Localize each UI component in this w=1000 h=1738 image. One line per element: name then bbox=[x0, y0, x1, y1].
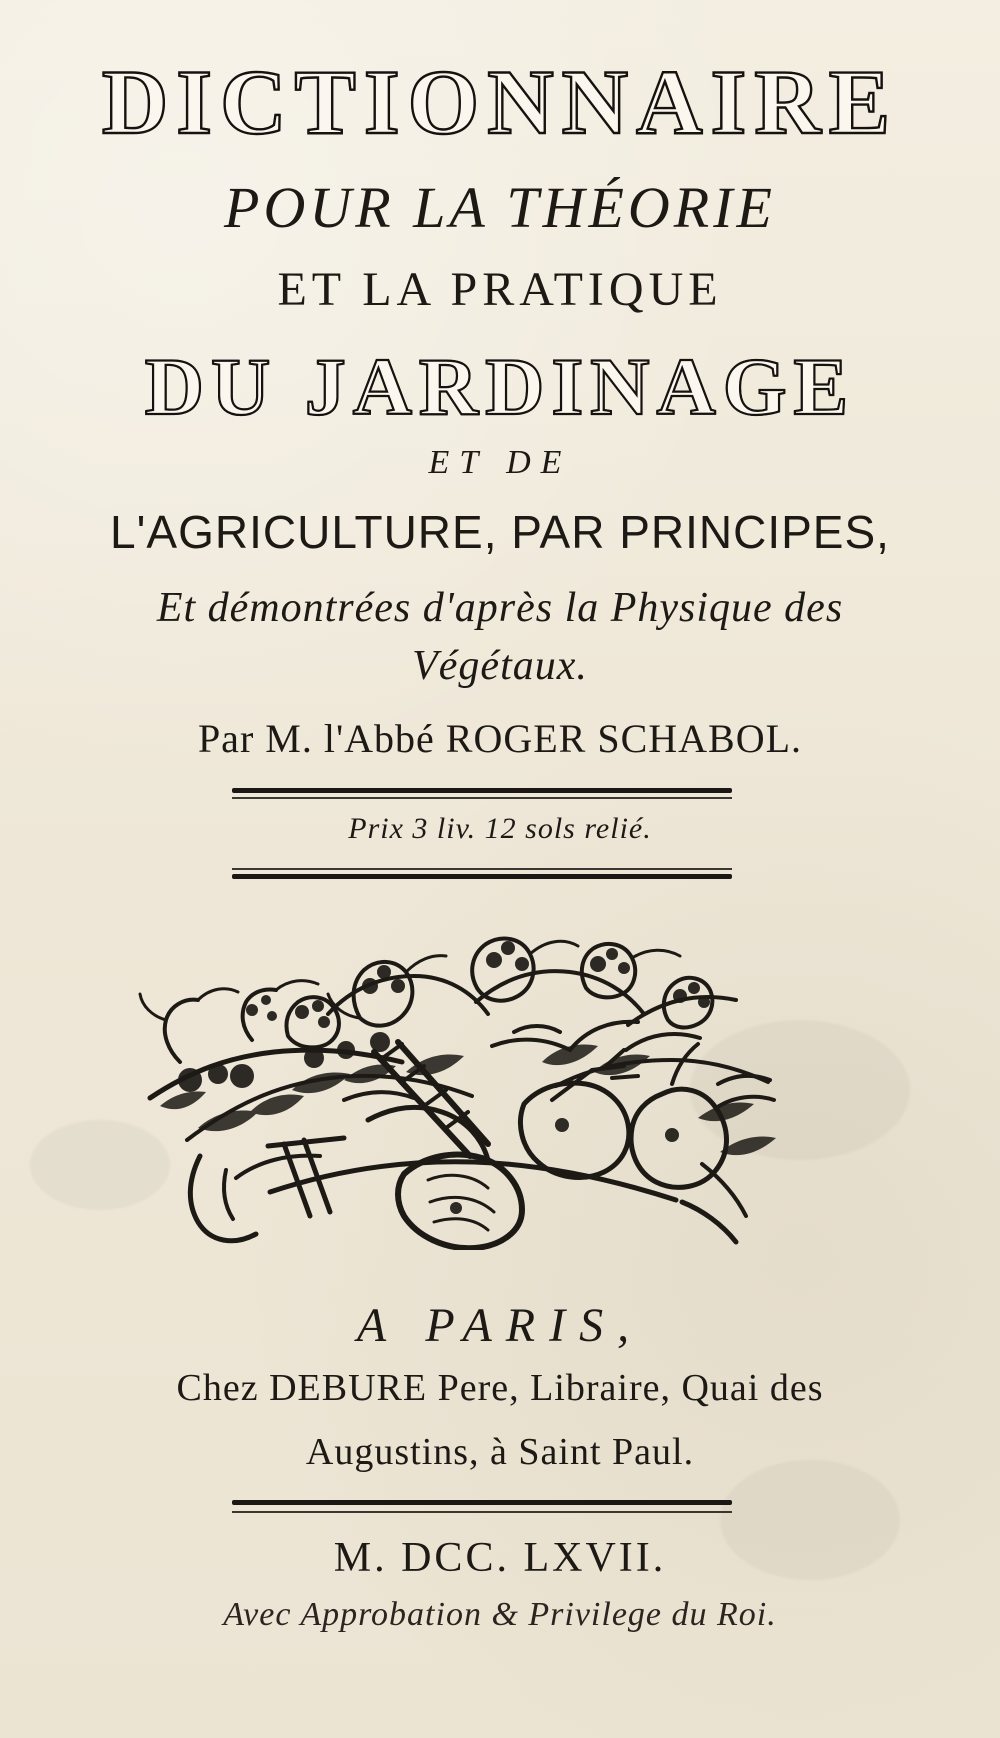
title-line-6: L'AGRICULTURE, PAR PRINCIPES, bbox=[110, 506, 890, 558]
subtitle-line-1: Et démontrées d'après la Physique des bbox=[156, 585, 844, 631]
rule-thick bbox=[232, 788, 732, 793]
title-line-4: DU JARDINAGE bbox=[144, 341, 856, 432]
rule-thin bbox=[232, 868, 732, 870]
garden-tools-floral-vignette-icon bbox=[132, 930, 782, 1250]
author-line: Par M. l'Abbé ROGER SCHABOL. bbox=[197, 716, 803, 761]
subtitle-line-2: Végétaux. bbox=[412, 643, 588, 689]
date-top-rule bbox=[232, 1500, 732, 1516]
rule-thin bbox=[232, 797, 732, 799]
title-line-1: DICTIONNAIRE bbox=[101, 51, 899, 153]
rule-thick bbox=[232, 874, 732, 879]
price-bottom-rule bbox=[232, 868, 732, 884]
publisher-line-1: Chez DEBURE Pere, Libraire, Quai des bbox=[176, 1367, 824, 1409]
publication-date: M. DCC. LXVII. bbox=[333, 1535, 667, 1581]
rule-thin bbox=[232, 1511, 732, 1513]
approval-line: Avec Approbation & Privilege du Roi. bbox=[223, 1596, 777, 1633]
title-line-5: ET DE bbox=[428, 444, 572, 481]
title-line-3: ET LA PRATIQUE bbox=[277, 263, 723, 316]
rule-thick bbox=[232, 1500, 732, 1505]
title-line-2: POUR LA THÉORIE bbox=[224, 175, 776, 240]
publisher-line-2: Augustins, à Saint Paul. bbox=[305, 1431, 695, 1473]
price-line: Prix 3 liv. 12 sols relié. bbox=[348, 812, 652, 845]
price-top-rule bbox=[232, 788, 732, 802]
place-line: A PARIS, bbox=[356, 1299, 644, 1352]
